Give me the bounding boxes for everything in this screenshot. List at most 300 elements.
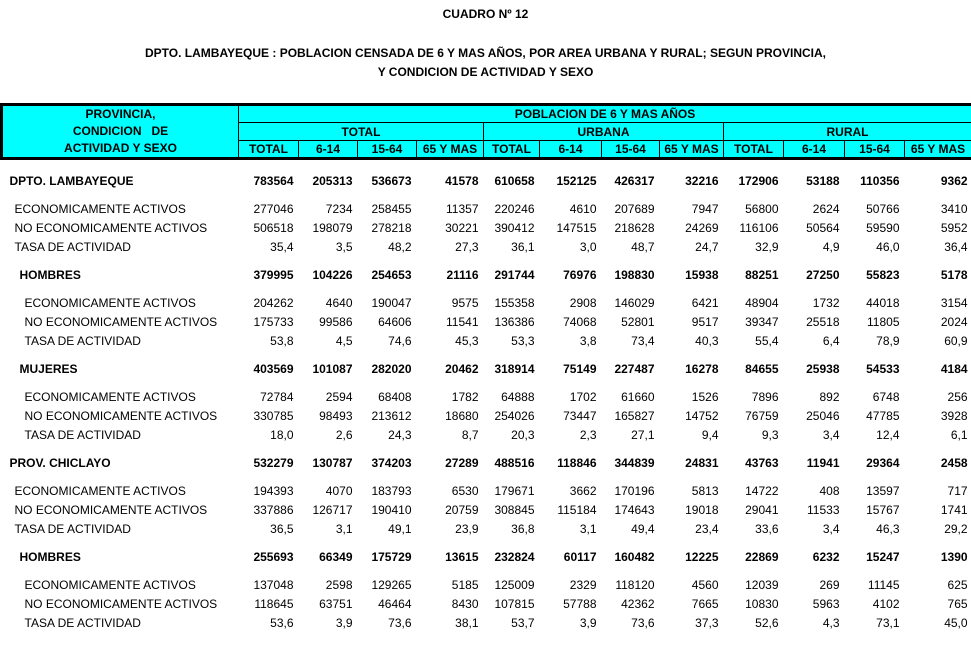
cell-value: 255693 — [253, 550, 294, 564]
cell-value: 2329 — [569, 578, 597, 592]
cell-value: 892 — [819, 390, 840, 404]
cell-value: 19018 — [685, 503, 719, 517]
cell-value: 4560 — [691, 578, 719, 592]
cell-value: 4640 — [325, 296, 353, 310]
table-row — [2, 592, 971, 611]
cell-value: 21116 — [446, 268, 479, 282]
cell-value: 254026 — [494, 409, 535, 423]
cell-value: 174643 — [614, 503, 655, 517]
cell-value: 2594 — [325, 390, 353, 404]
cell-value: 269 — [819, 578, 840, 592]
cell-value: 6530 — [451, 484, 479, 498]
cell-value: 53,8 — [270, 334, 294, 348]
cell-value: 23,4 — [695, 522, 719, 536]
cell-value: 73,4 — [631, 334, 655, 348]
cell-value: 147515 — [556, 221, 597, 235]
cell-value: 45,3 — [455, 334, 479, 348]
cell-value: 3410 — [940, 202, 968, 216]
cell-value: 205313 — [312, 174, 353, 188]
cell-value: 36,8 — [511, 522, 535, 536]
cell-value: 6748 — [872, 390, 900, 404]
cell-value: 337886 — [253, 503, 294, 517]
cell-value: 40,3 — [695, 334, 719, 348]
cell-value: 59590 — [866, 221, 900, 235]
cell-value: 4,9 — [822, 240, 840, 254]
cell-value: 7896 — [751, 390, 779, 404]
cell-value: 152125 — [556, 174, 597, 188]
cell-value: 8,7 — [461, 428, 479, 442]
census-table — [0, 103, 971, 630]
cell-value: 175733 — [253, 315, 294, 329]
cell-value: 6,1 — [950, 428, 968, 442]
group-header-total: TOTAL — [239, 123, 484, 141]
subcol-header-total-15-64: 15-64 — [358, 141, 417, 159]
table-row — [2, 442, 971, 470]
row-label: ECONOMICAMENTE ACTIVOS — [24, 578, 196, 592]
cell-value: 24269 — [685, 221, 719, 235]
cell-value: 1732 — [812, 296, 840, 310]
cell-value: 116106 — [739, 221, 779, 235]
cell-value: 198079 — [312, 221, 353, 235]
subcol-header-total-65ymas: 65 Y MAS — [417, 141, 484, 159]
cell-value: 14752 — [685, 409, 719, 423]
cell-value: 344839 — [614, 456, 655, 470]
cell-value: 20462 — [445, 362, 479, 376]
row-label: ECONOMICAMENTE ACTIVOS — [24, 296, 196, 310]
cell-value: 2908 — [569, 296, 597, 310]
cell-value: 8430 — [451, 597, 479, 611]
row-label: PROV. CHICLAYO — [9, 456, 111, 470]
cell-value: 204262 — [253, 296, 294, 310]
cell-value: 53,3 — [511, 334, 535, 348]
cell-value: 14722 — [745, 484, 779, 498]
cell-value: 4070 — [325, 484, 353, 498]
cell-value: 207689 — [614, 202, 655, 216]
cell-value: 46,0 — [876, 240, 900, 254]
cell-value: 1782 — [451, 390, 479, 404]
cell-value: 426317 — [614, 174, 655, 188]
cell-value: 27,1 — [631, 428, 655, 442]
cell-value: 57788 — [563, 597, 597, 611]
subcol-header-urbana-65ymas: 65 Y MAS — [660, 141, 724, 159]
cell-value: 5178 — [940, 268, 968, 282]
cell-value: 68408 — [378, 390, 412, 404]
cell-value: 13615 — [445, 550, 479, 564]
cell-value: 104226 — [312, 268, 353, 282]
cell-value: 3,5 — [335, 240, 353, 254]
cell-value: 13597 — [866, 484, 900, 498]
cell-value: 52801 — [621, 315, 655, 329]
cell-value: 60117 — [563, 550, 597, 564]
cell-value: 7665 — [691, 597, 719, 611]
cell-value: 27,3 — [455, 240, 479, 254]
table-row — [2, 536, 971, 564]
cell-value: 36,1 — [511, 240, 535, 254]
table-subtitle-line1: DPTO. LAMBAYEQUE : POBLACION CENSADA DE 6 Y MAS AÑOS, POR AREA URBANA Y RURAL; SEGUN PROVINCIA, — [145, 46, 826, 60]
cell-value: 48,7 — [631, 240, 655, 254]
cell-value: 66349 — [319, 550, 353, 564]
cell-value: 48904 — [745, 296, 779, 310]
subcol-header-urbana-15-64: 15-64 — [602, 141, 660, 159]
table-subtitle-line2: Y CONDICION DE ACTIVIDAD Y SEXO — [377, 65, 594, 79]
table-row — [2, 329, 971, 348]
cell-value: 7947 — [691, 202, 719, 216]
cell-value: 29364 — [866, 456, 900, 470]
cell-value: 2598 — [325, 578, 353, 592]
cell-value: 3,1 — [335, 522, 353, 536]
stub-line-actividad: ACTIVIDAD Y SEXO — [64, 141, 177, 155]
cell-value: 55823 — [866, 268, 900, 282]
cell-value: 2024 — [940, 315, 968, 329]
cell-value: 11941 — [806, 456, 840, 470]
cell-value: 4610 — [569, 202, 597, 216]
cell-value: 110356 — [860, 174, 900, 188]
row-label: ECONOMICAMENTE ACTIVOS — [14, 202, 186, 216]
cell-value: 10830 — [745, 597, 779, 611]
row-label: ECONOMICAMENTE ACTIVOS — [14, 484, 186, 498]
cell-value: 73,1 — [876, 616, 900, 630]
cell-value: 610658 — [494, 174, 535, 188]
subcol-header-rural-total: TOTAL — [724, 141, 784, 159]
cell-value: 23,9 — [455, 522, 479, 536]
cell-value: 11533 — [807, 503, 840, 517]
cell-value: 3,8 — [579, 334, 597, 348]
cell-value: 24831 — [685, 456, 719, 470]
table-row — [2, 498, 971, 517]
row-label: TASA DE ACTIVIDAD — [24, 334, 141, 348]
cell-value: 5813 — [691, 484, 719, 498]
cell-value: 198830 — [614, 268, 655, 282]
cell-value: 536673 — [371, 174, 412, 188]
stub-header — [2, 105, 239, 159]
cell-value: 3,0 — [579, 240, 597, 254]
cell-value: 47785 — [866, 409, 900, 423]
cell-value: 74,6 — [388, 334, 412, 348]
cell-value: 55,4 — [755, 334, 779, 348]
row-label: DPTO. LAMBAYEQUE — [9, 174, 134, 188]
row-label: HOMBRES — [19, 268, 81, 282]
table-row — [2, 216, 971, 235]
cell-value: 374203 — [371, 456, 412, 470]
cell-value: 18680 — [445, 409, 479, 423]
cell-value: 20,3 — [511, 428, 535, 442]
cell-value: 107815 — [494, 597, 535, 611]
cell-value: 9,3 — [761, 428, 779, 442]
cell-value: 3,1 — [579, 522, 597, 536]
cell-value: 24,3 — [388, 428, 412, 442]
cell-value: 43763 — [745, 456, 779, 470]
cell-value: 308845 — [494, 503, 535, 517]
subcol-header-rural-6-14: 6-14 — [784, 141, 845, 159]
cell-value: 194393 — [253, 484, 294, 498]
cell-value: 20759 — [445, 503, 479, 517]
group-header-urbana: URBANA — [484, 123, 724, 141]
cell-value: 73,6 — [631, 616, 655, 630]
cell-value: 118645 — [254, 597, 294, 611]
cell-value: 3,9 — [579, 616, 597, 630]
cell-value: 282020 — [371, 362, 412, 376]
subcol-header-rural-65ymas: 65 Y MAS — [905, 141, 971, 159]
table-row — [2, 310, 971, 329]
cell-value: 318914 — [494, 362, 535, 376]
cell-value: 50766 — [866, 202, 900, 216]
cell-value: 12,4 — [876, 428, 900, 442]
cell-value: 27289 — [445, 456, 479, 470]
cell-value: 183793 — [371, 484, 412, 498]
cell-value: 1526 — [691, 390, 719, 404]
cell-value: 4,3 — [822, 616, 840, 630]
cell-value: 218628 — [614, 221, 655, 235]
cell-value: 5963 — [812, 597, 840, 611]
table-row — [2, 376, 971, 404]
cell-value: 73447 — [563, 409, 597, 423]
cell-value: 330785 — [253, 409, 294, 423]
cell-value: 172906 — [738, 174, 779, 188]
cell-value: 37,3 — [695, 616, 719, 630]
cell-value: 126717 — [312, 503, 353, 517]
cell-value: 99586 — [319, 315, 353, 329]
cell-value: 6,4 — [822, 334, 840, 348]
cell-value: 64606 — [378, 315, 412, 329]
cell-value: 3662 — [569, 484, 597, 498]
cell-value: 53,6 — [270, 616, 294, 630]
cell-value: 3,4 — [822, 522, 840, 536]
cell-value: 9,4 — [701, 428, 719, 442]
cell-value: 11805 — [867, 315, 900, 329]
cell-value: 29,2 — [944, 522, 968, 536]
cell-value: 175729 — [371, 550, 412, 564]
cell-value: 33,6 — [755, 522, 779, 536]
table-body — [2, 159, 971, 631]
cell-value: 61660 — [621, 390, 655, 404]
table-header — [2, 105, 971, 159]
cell-value: 130787 — [312, 456, 353, 470]
row-label: NO ECONOMICAMENTE ACTIVOS — [24, 315, 218, 329]
cell-value: 60,9 — [944, 334, 968, 348]
table-row — [2, 188, 971, 216]
cell-value: 2,3 — [579, 428, 597, 442]
cell-value: 15938 — [685, 268, 719, 282]
cell-value: 63751 — [319, 597, 353, 611]
row-label: MUJERES — [19, 362, 78, 376]
cell-value: 125009 — [494, 578, 535, 592]
cell-value: 74068 — [563, 315, 597, 329]
cell-value: 115184 — [557, 503, 597, 517]
row-label: NO ECONOMICAMENTE ACTIVOS — [24, 597, 218, 611]
row-label: NO ECONOMICAMENTE ACTIVOS — [14, 221, 208, 235]
top-span-header: POBLACION DE 6 Y MAS AÑOS — [239, 105, 971, 123]
cell-value: 190047 — [371, 296, 412, 310]
cell-value: 24,7 — [695, 240, 719, 254]
cell-value: 38,1 — [455, 616, 479, 630]
cell-value: 3,9 — [335, 616, 353, 630]
cell-value: 190410 — [371, 503, 412, 517]
cell-value: 25046 — [806, 409, 840, 423]
cell-value: 84655 — [745, 362, 779, 376]
cell-value: 179671 — [494, 484, 535, 498]
cell-value: 16278 — [685, 362, 719, 376]
cell-value: 25518 — [806, 315, 840, 329]
subcol-header-total-total: TOTAL — [239, 141, 299, 159]
cell-value: 39347 — [745, 315, 779, 329]
cell-value: 2,6 — [335, 428, 353, 442]
cell-value: 12039 — [745, 578, 779, 592]
cell-value: 64888 — [501, 390, 535, 404]
cell-value: 165827 — [614, 409, 655, 423]
cell-value: 45,0 — [944, 616, 968, 630]
cell-value: 22869 — [745, 550, 779, 564]
cell-value: 98493 — [319, 409, 353, 423]
page-title: CUADRO Nº 12 — [442, 7, 529, 21]
cell-value: 36,5 — [270, 522, 294, 536]
cell-value: 42362 — [621, 597, 655, 611]
cell-value: 32216 — [685, 174, 719, 188]
cell-value: 4102 — [872, 597, 900, 611]
cell-value: 36,4 — [944, 240, 968, 254]
cell-value: 232824 — [494, 550, 535, 564]
cell-value: 254653 — [371, 268, 412, 282]
cell-value: 9362 — [940, 174, 968, 188]
cell-value: 41578 — [445, 174, 479, 188]
cell-value: 32,9 — [755, 240, 779, 254]
cell-value: 11541 — [446, 315, 479, 329]
cell-value: 48,2 — [388, 240, 412, 254]
group-header-rural: RURAL — [724, 123, 971, 141]
cell-value: 9575 — [451, 296, 479, 310]
cell-value: 18,0 — [270, 428, 294, 442]
cell-value: 3,4 — [822, 428, 840, 442]
cell-value: 278218 — [371, 221, 412, 235]
cell-value: 27250 — [806, 268, 840, 282]
row-label: TASA DE ACTIVIDAD — [14, 240, 131, 254]
cell-value: 170196 — [614, 484, 655, 498]
cell-value: 129265 — [371, 578, 412, 592]
cell-value: 25938 — [806, 362, 840, 376]
cell-value: 2624 — [812, 202, 840, 216]
cell-value: 4184 — [940, 362, 968, 376]
table-row — [2, 611, 971, 630]
row-label: TASA DE ACTIVIDAD — [24, 616, 141, 630]
cell-value: 15767 — [866, 503, 900, 517]
cell-value: 101087 — [312, 362, 353, 376]
subcol-header-rural-15-64: 15-64 — [845, 141, 905, 159]
cell-value: 213612 — [371, 409, 412, 423]
cell-value: 220246 — [494, 202, 535, 216]
cell-value: 1702 — [569, 390, 597, 404]
cell-value: 1390 — [940, 550, 968, 564]
cell-value: 6232 — [812, 550, 840, 564]
cell-value: 137048 — [253, 578, 294, 592]
cell-value: 12225 — [685, 550, 719, 564]
stub-line-provincia: PROVINCIA, — [85, 107, 156, 121]
cell-value: 403569 — [253, 362, 294, 376]
cell-value: 5952 — [940, 221, 968, 235]
cell-value: 4,5 — [335, 334, 353, 348]
table-row — [2, 564, 971, 592]
row-label: NO ECONOMICAMENTE ACTIVOS — [24, 409, 218, 423]
cell-value: 53188 — [806, 174, 840, 188]
cell-value: 50564 — [806, 221, 840, 235]
cell-value: 717 — [947, 484, 968, 498]
cell-value: 56800 — [745, 202, 779, 216]
subcol-header-urbana-total: TOTAL — [484, 141, 540, 159]
cell-value: 155358 — [494, 296, 535, 310]
cell-value: 390412 — [494, 221, 535, 235]
table-row — [2, 517, 971, 536]
row-label: HOMBRES — [19, 550, 81, 564]
cell-value: 9517 — [691, 315, 719, 329]
cell-value: 35,4 — [270, 240, 294, 254]
cell-value: 256 — [947, 390, 968, 404]
subcol-header-urbana-6-14: 6-14 — [540, 141, 602, 159]
cell-value: 625 — [947, 578, 968, 592]
cell-value: 291744 — [494, 268, 535, 282]
cell-value: 7234 — [325, 202, 353, 216]
cell-value: 227487 — [614, 362, 655, 376]
cell-value: 379995 — [253, 268, 294, 282]
cell-value: 1741 — [940, 503, 968, 517]
stub-line-condicion: CONDICION DE — [72, 124, 169, 138]
subcol-header-total-6-14: 6-14 — [299, 141, 358, 159]
cell-value: 46464 — [378, 597, 412, 611]
cell-value: 160482 — [614, 550, 655, 564]
cell-value: 72784 — [260, 390, 294, 404]
cell-value: 46,3 — [876, 522, 900, 536]
cell-value: 258455 — [371, 202, 412, 216]
cell-value: 44018 — [866, 296, 900, 310]
cell-value: 76759 — [745, 409, 779, 423]
cell-value: 118120 — [615, 578, 655, 592]
cell-value: 78,9 — [876, 334, 900, 348]
table-row — [2, 348, 971, 376]
row-label: TASA DE ACTIVIDAD — [24, 428, 141, 442]
cell-value: 73,6 — [388, 616, 412, 630]
cell-value: 49,1 — [388, 522, 412, 536]
cell-value: 3154 — [940, 296, 968, 310]
cell-value: 506518 — [253, 221, 294, 235]
cell-value: 75149 — [563, 362, 597, 376]
cell-value: 88251 — [745, 268, 779, 282]
cell-value: 5185 — [451, 578, 479, 592]
cell-value: 277046 — [253, 202, 294, 216]
cell-value: 52,6 — [755, 616, 779, 630]
table-row — [2, 159, 971, 189]
cell-value: 532279 — [253, 456, 294, 470]
cell-value: 15247 — [866, 550, 900, 564]
row-label: TASA DE ACTIVIDAD — [14, 522, 131, 536]
cell-value: 6421 — [691, 296, 719, 310]
table-row — [2, 254, 971, 282]
cell-value: 76976 — [563, 268, 597, 282]
cell-value: 488516 — [494, 456, 535, 470]
cell-value: 118846 — [557, 456, 597, 470]
cell-value: 53,7 — [511, 616, 535, 630]
cell-value: 146029 — [614, 296, 655, 310]
cell-value: 11357 — [446, 202, 479, 216]
cell-value: 54533 — [866, 362, 900, 376]
cell-value: 136386 — [494, 315, 535, 329]
table-row — [2, 235, 971, 254]
cell-value: 29041 — [745, 503, 779, 517]
table-row — [2, 470, 971, 498]
cell-value: 49,4 — [631, 522, 655, 536]
cell-value: 3928 — [940, 409, 968, 423]
table-row — [2, 423, 971, 442]
cell-value: 408 — [819, 484, 840, 498]
row-label: ECONOMICAMENTE ACTIVOS — [24, 390, 196, 404]
cell-value: 2458 — [940, 456, 968, 470]
row-label: NO ECONOMICAMENTE ACTIVOS — [14, 503, 208, 517]
